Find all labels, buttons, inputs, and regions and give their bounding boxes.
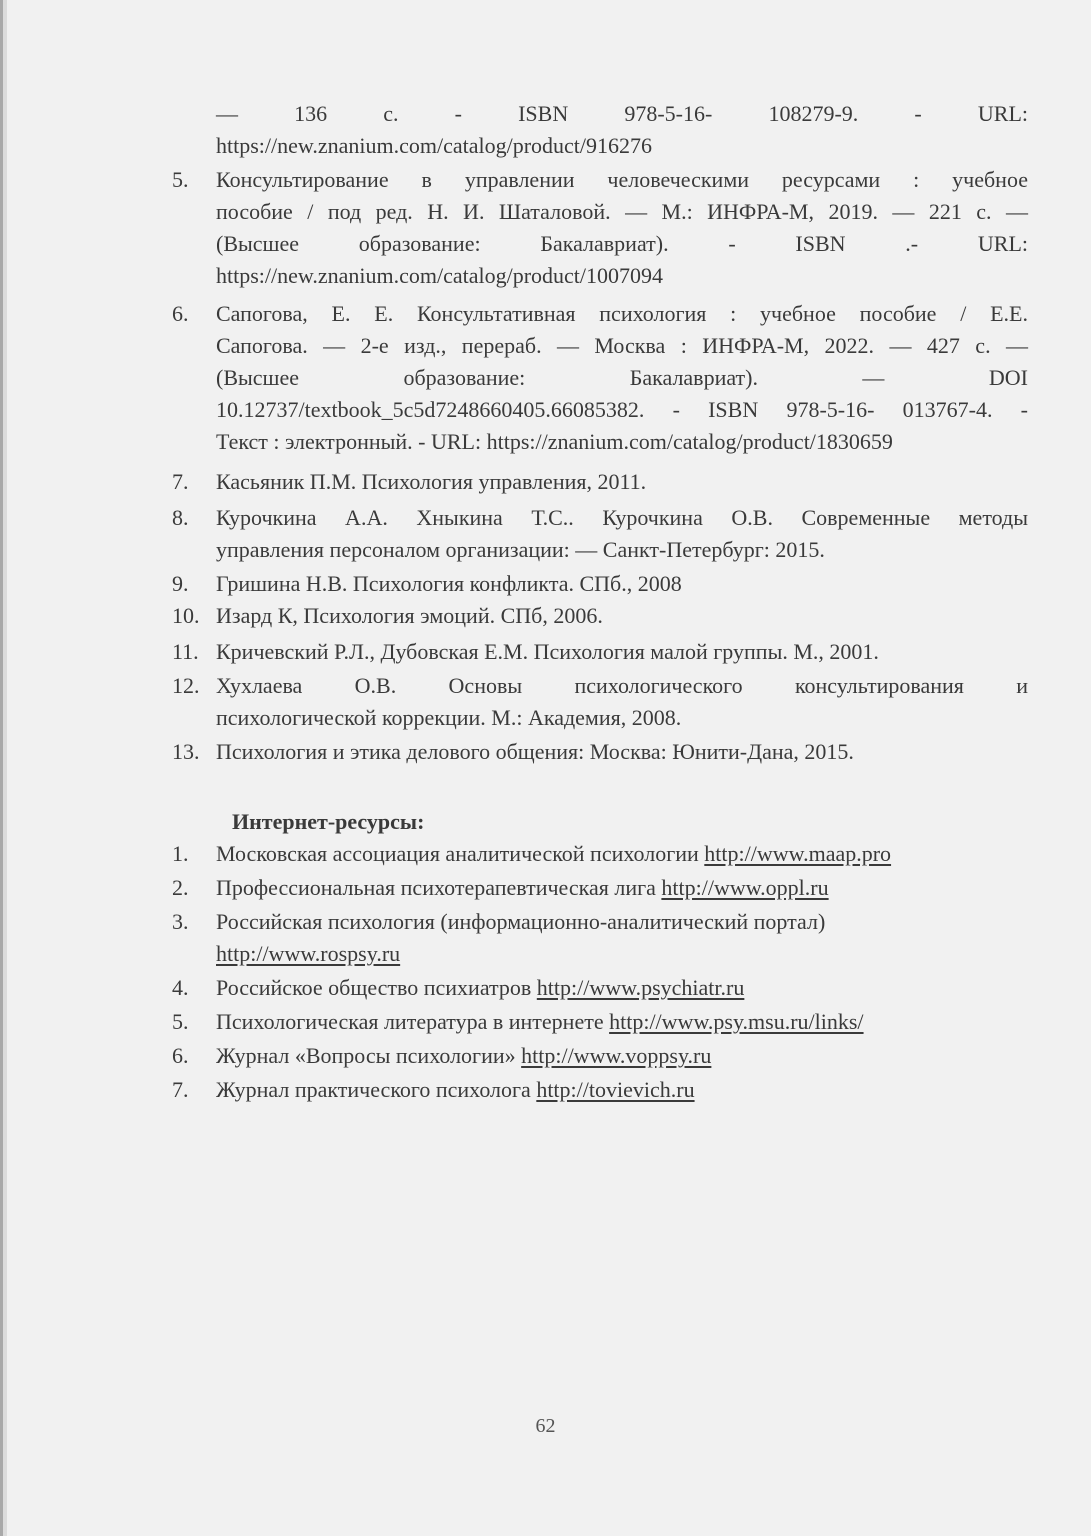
resource-number: 1. — [172, 841, 189, 866]
reference-item — [172, 164, 1028, 292]
reference-line: Кричевский Р.Л., Дубовская Е.М. Психология малой группы. М., 2001. — [216, 639, 879, 664]
reference-number: 7. — [172, 469, 189, 494]
reference-item — [172, 502, 1028, 566]
reference-number: 9. — [172, 571, 189, 596]
reference-line: https://new.znanium.com/catalog/product/916276 — [216, 133, 653, 158]
reference-item — [172, 568, 1028, 600]
reference-line: Гришина Н.В. Психология конфликта. СПб., 2008 — [216, 571, 682, 596]
reference-line: Касьяник П.М. Психология управления, 2011. — [216, 469, 647, 494]
reference-line: (Высшее образование: Бакалавриат). - ISBN .- URL: — [216, 231, 1028, 256]
reference-number: 6. — [172, 301, 189, 326]
internet-resource-item — [172, 1006, 1028, 1038]
reference-number: 11. — [172, 639, 199, 664]
internet-resource-item — [172, 1074, 1028, 1106]
resource-text: Московская ассоциация аналитической психологии — [216, 841, 705, 866]
resource-link[interactable]: http://www.rospsy.ru — [216, 941, 401, 966]
reference-number: 13. — [172, 739, 200, 764]
page-number: 62 — [535, 1415, 556, 1437]
resource-link[interactable]: http://tovievich.ru — [536, 1077, 695, 1102]
resource-number: 5. — [172, 1009, 189, 1034]
resource-number: 7. — [172, 1077, 189, 1102]
reference-line: пособие / под ред. Н. И. Шаталовой. — М.: ИНФРА-М, 2019. — 221 с. — — [216, 199, 1028, 224]
reference-line: (Высшее образование: Бакалавриат). — DOI — [216, 365, 1028, 390]
internet-resources-heading: Интернет-ресурсы: — [232, 809, 425, 834]
reference-item — [172, 298, 1028, 458]
resource-link[interactable]: http://www.maap.pro — [704, 841, 892, 866]
internet-resource-item — [172, 972, 1028, 1004]
internet-resource-item — [172, 906, 1028, 970]
reference-number: 8. — [172, 505, 189, 530]
reference-line: https://new.znanium.com/catalog/product/1007094 — [216, 263, 664, 288]
reference-line: Консультирование в управлении человеческими ресурсами : учебное — [216, 167, 1028, 192]
reference-item — [172, 466, 1028, 498]
resource-text: Журнал «Вопросы психологии» — [216, 1043, 522, 1068]
resource-number: 3. — [172, 909, 189, 934]
internet-resource-item — [172, 838, 1028, 870]
reference-line: Изард К, Психология эмоций. СПб, 2006. — [216, 603, 603, 628]
internet-resource-item — [172, 872, 1028, 904]
internet-resource-item — [172, 1040, 1028, 1072]
reference-item — [172, 736, 1028, 768]
resource-number: 4. — [172, 975, 189, 1000]
reference-line: — 136 с. - ISBN 978-5-16- 108279-9. - URL: — [216, 101, 1028, 126]
resource-link[interactable]: http://www.voppsy.ru — [521, 1043, 712, 1068]
resource-link[interactable]: http://www.psychiatr.ru — [536, 975, 745, 1000]
resource-text: Психологическая литература в интернете — [216, 1009, 610, 1034]
reference-number: 10. — [172, 603, 200, 628]
reference-item — [172, 600, 1028, 632]
reference-line: Сапогова. — 2-е изд., перераб. — Москва : ИНФРА-М, 2022. — 427 с. — — [216, 333, 1028, 358]
reference-number: 12. — [172, 673, 200, 698]
reference-continuation — [216, 98, 1028, 162]
reference-item — [172, 670, 1028, 734]
resource-number: 6. — [172, 1043, 189, 1068]
resource-text: Российская психология (информационно-аналитический портал) — [216, 909, 826, 934]
reference-line: управления персоналом организации: — Санкт-Петербург: 2015. — [216, 537, 825, 562]
resource-text: Журнал практического психолога — [216, 1077, 537, 1102]
resource-text: Российское общество психиатров — [216, 975, 537, 1000]
reference-item — [172, 636, 1028, 668]
reference-line: Сапогова, Е. Е. Консультативная психология : учебное пособие / Е.Е. — [216, 301, 1028, 326]
resource-text: Профессиональная психотерапевтическая лига — [216, 875, 662, 900]
reference-line: Курочкина А.А. Хныкина Т.С.. Курочкина О.В. Современные методы — [216, 505, 1028, 530]
resource-number: 2. — [172, 875, 189, 900]
reference-line: Психология и этика делового общения: Москва: Юнити-Дана, 2015. — [216, 739, 854, 764]
reference-line: 10.12737/textbook_5c5d7248660405.66085382. - ISBN 978-5-16- 013767-4. - — [216, 397, 1028, 422]
reference-line: Текст : электронный. - URL: https://znanium.com/catalog/product/1830659 — [216, 429, 893, 454]
resource-link[interactable]: http://www.psy.msu.ru/links/ — [609, 1009, 864, 1034]
resource-link[interactable]: http://www.oppl.ru — [661, 875, 829, 900]
reference-line: Хухлаева О.В. Основы психологического консультирования и — [216, 673, 1028, 698]
reference-number: 5. — [172, 167, 189, 192]
reference-line: психологической коррекции. М.: Академия, 2008. — [216, 705, 682, 730]
